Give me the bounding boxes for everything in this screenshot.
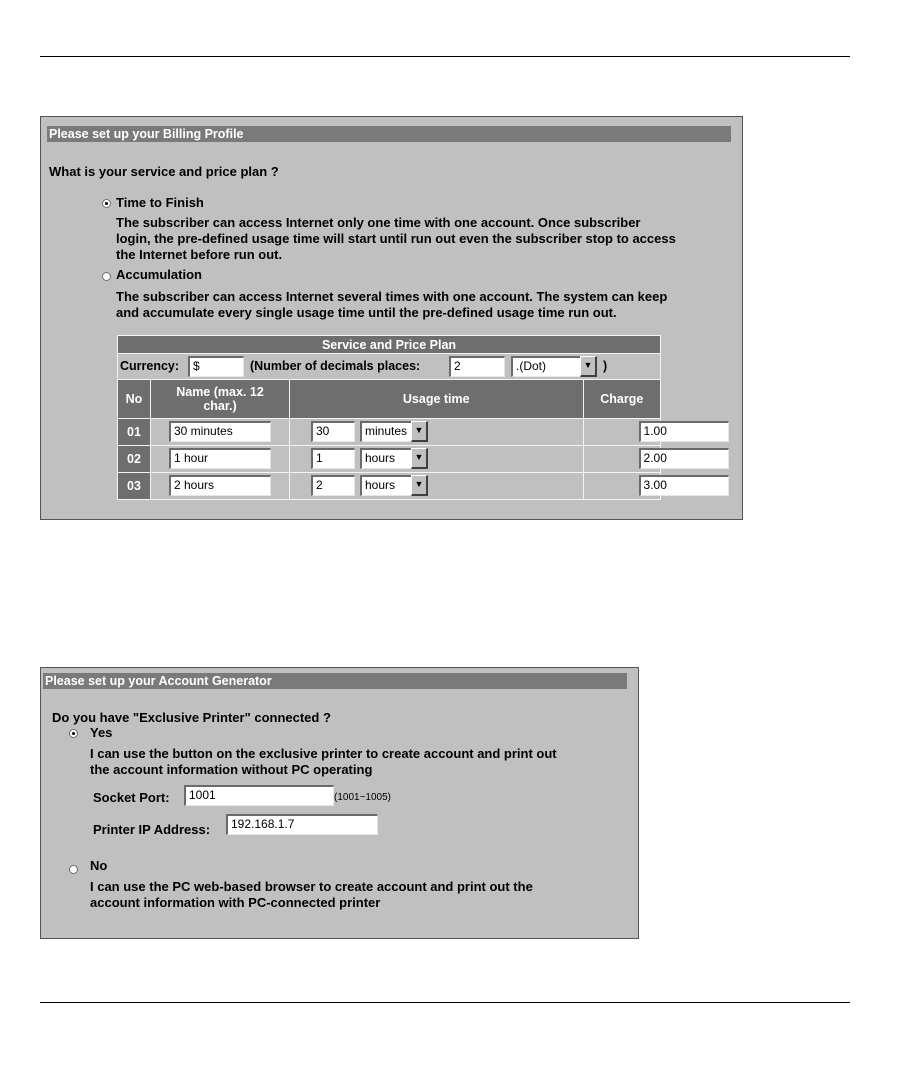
chevron-down-icon[interactable]: ▼ (580, 356, 597, 377)
chevron-down-icon[interactable]: ▼ (411, 475, 428, 496)
plan-name-input[interactable]: 30 minutes (169, 421, 271, 442)
chevron-down-icon[interactable]: ▼ (411, 448, 428, 469)
col-charge-header: Charge (583, 380, 660, 419)
row-no: 03 (118, 473, 151, 500)
currency-label: Currency: (120, 359, 180, 373)
currency-row (118, 354, 661, 380)
printer-ip-input[interactable]: 192.168.1.7 (226, 814, 378, 835)
currency-input[interactable]: $ (188, 356, 244, 377)
usage-time-input[interactable]: 30 (311, 421, 355, 442)
table-row (118, 419, 661, 446)
accumulation-radio[interactable] (102, 272, 111, 281)
printer-no-description: I can use the PC web-based browser to create account and print out the account information with PC-connected printer (90, 879, 533, 910)
account-panel-header: Please set up your Account Generator (43, 673, 627, 689)
charge-input[interactable]: 1.00 (639, 421, 729, 442)
usage-unit-select[interactable] (360, 421, 428, 442)
service-price-plan-table (117, 335, 667, 500)
top-rule (40, 56, 850, 57)
printer-no-label: No (90, 858, 108, 873)
printer-yes-radio[interactable] (69, 729, 78, 738)
socket-port-range: (1001~1005) (334, 792, 391, 803)
close-paren: ) (603, 359, 608, 373)
printer-ip-label: Printer IP Address: (93, 822, 211, 837)
accumulation-description: The subscriber can access Internet several times with one account. The system can keep and accumulate every single usage time until the pre-defined usage time run out. (116, 289, 668, 320)
table-row (118, 446, 661, 473)
time-to-finish-description: The subscriber can access Internet only one time with one account. Once subscriber login, the pre-defined usage time will start until run out even the subscriber stop to access the Internet before run out. (116, 215, 676, 262)
table-row (118, 473, 661, 500)
plan-name-input[interactable]: 2 hours (169, 475, 271, 496)
row-no: 01 (118, 419, 151, 446)
col-name-header: Name (max. 12 char.) (151, 380, 290, 419)
usage-unit-value: hours (360, 475, 411, 496)
charge-input[interactable]: 3.00 (639, 475, 729, 496)
usage-unit-select[interactable] (360, 448, 428, 469)
decimal-separator-select[interactable] (511, 356, 597, 377)
accumulation-label: Accumulation (116, 267, 202, 282)
col-no-header: No (118, 380, 151, 419)
time-to-finish-radio[interactable] (102, 199, 111, 208)
row-no: 02 (118, 446, 151, 473)
account-question: Do you have "Exclusive Printer" connected ? (52, 710, 331, 725)
account-generator-panel (40, 667, 639, 939)
chevron-down-icon[interactable]: ▼ (411, 421, 428, 442)
bottom-rule (40, 1002, 850, 1003)
plan-name-input[interactable]: 1 hour (169, 448, 271, 469)
plan-title: Service and Price Plan (118, 336, 661, 354)
socket-port-label: Socket Port: (93, 790, 170, 805)
decimal-separator-value: .(Dot) (511, 356, 580, 377)
col-usage-header: Usage time (290, 380, 584, 419)
printer-yes-description: I can use the button on the exclusive printer to create account and print out the account information without PC operating (90, 746, 557, 777)
usage-unit-value: hours (360, 448, 411, 469)
billing-profile-panel (40, 116, 743, 520)
decimals-label: (Number of decimals places: (250, 359, 421, 373)
decimals-input[interactable]: 2 (449, 356, 505, 377)
billing-question: What is your service and price plan ? (49, 164, 279, 179)
usage-unit-select[interactable] (360, 475, 428, 496)
billing-panel-header: Please set up your Billing Profile (47, 126, 731, 142)
printer-no-radio[interactable] (69, 865, 78, 874)
usage-time-input[interactable]: 1 (311, 448, 355, 469)
printer-yes-label: Yes (90, 725, 113, 740)
socket-port-input[interactable]: 1001 (184, 785, 334, 806)
usage-time-input[interactable]: 2 (311, 475, 355, 496)
time-to-finish-label: Time to Finish (116, 195, 204, 210)
charge-input[interactable]: 2.00 (639, 448, 729, 469)
usage-unit-value: minutes (360, 421, 411, 442)
